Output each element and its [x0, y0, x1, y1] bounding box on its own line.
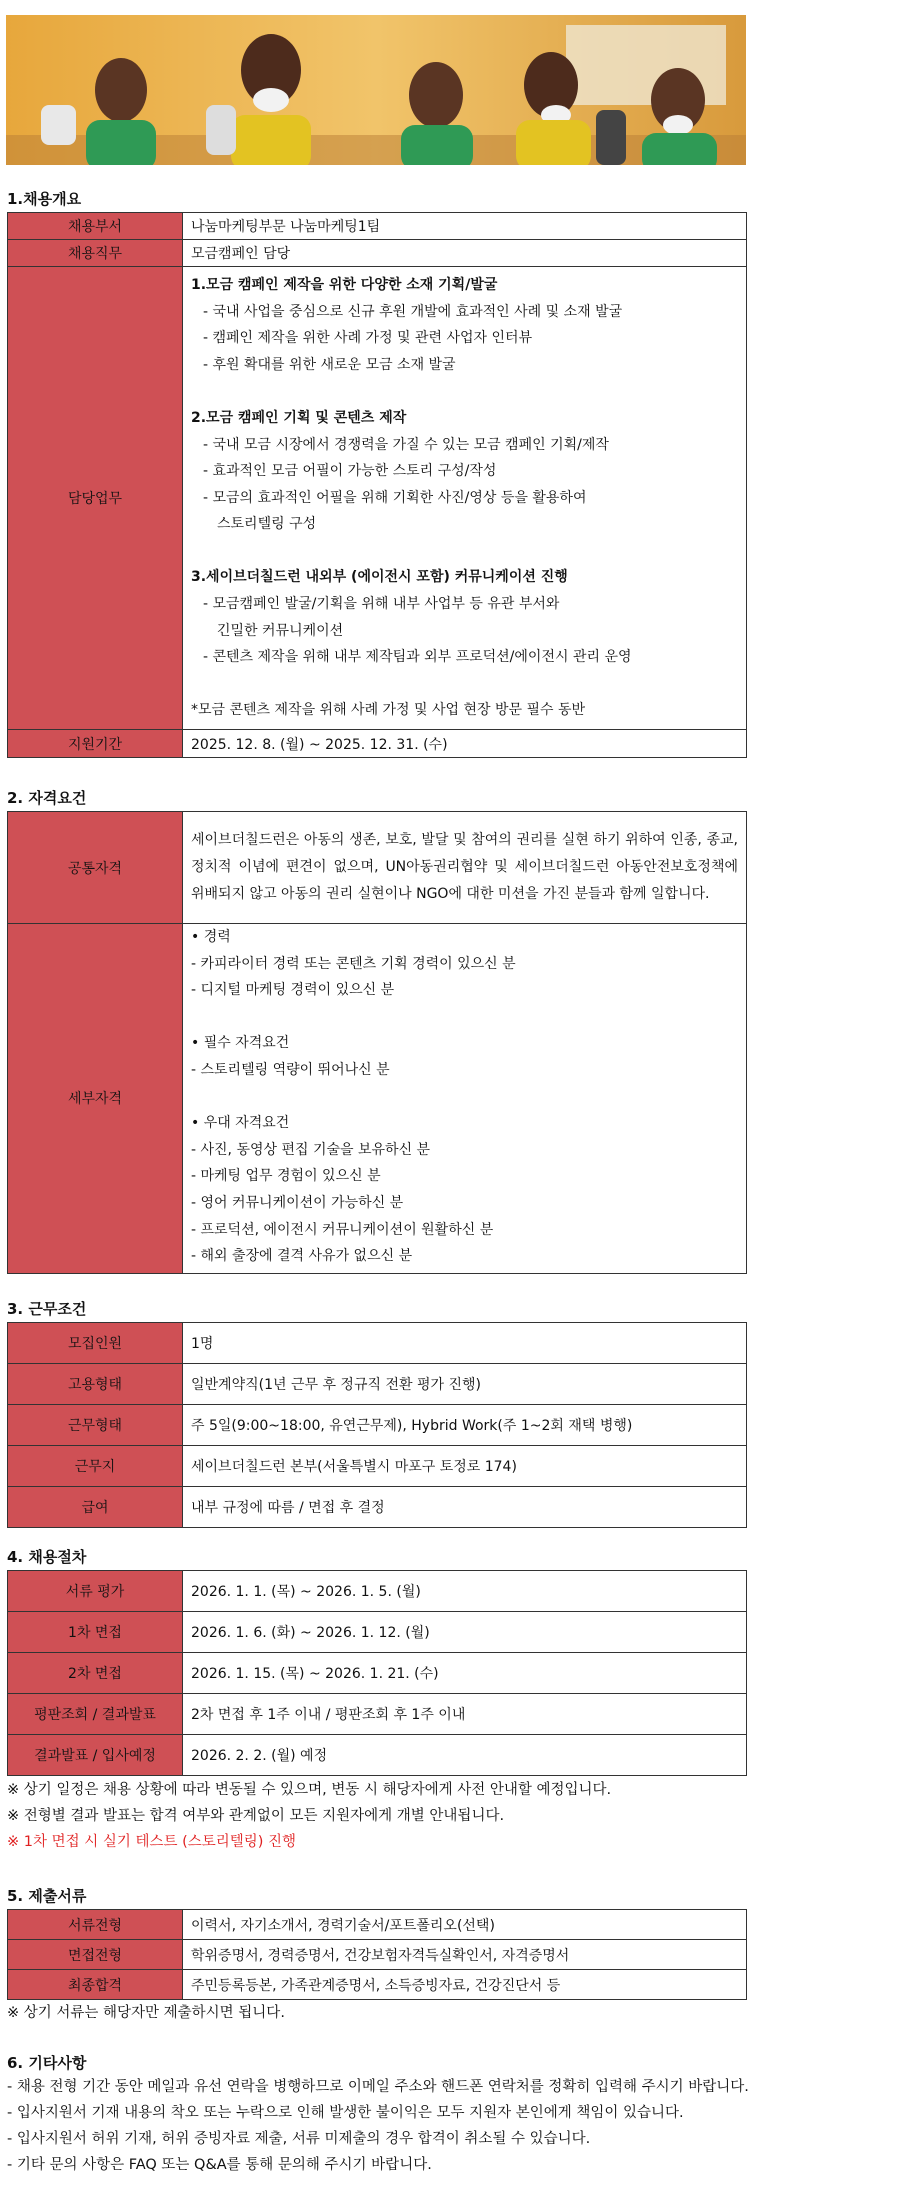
row-value: 2026. 1. 1. (목) ~ 2026. 1. 5. (월) [183, 1571, 747, 1612]
schedule-note: ※ 전형별 결과 발표는 합격 여부와 관계없이 모든 지원자에게 개별 안내됩니다. [7, 1808, 505, 1824]
row-label: 고용형태 [8, 1364, 183, 1405]
row-value: 1명 [183, 1323, 747, 1364]
common-qualification-text [183, 812, 747, 924]
row-value: 모금캠페인 담당 [183, 240, 747, 267]
table-row [8, 730, 747, 758]
common-text: 세이브더칠드런은 아동의 생존, 보호, 발달 및 참여의 권리를 실현 하기 위하여 인종, 종교, 정치적 이념에 편견이 없으며, UN아동권리협약 및 세이브더칠드런 아동안전보호정책에 위배되지 않고 아동의 권리 실현이나 NGO에 대한 미션을 가진 분들과 함께 일합니다. [191, 832, 738, 902]
schedule-note: ※ 상기 일정은 채용 상황에 따라 변동될 수 있으며, 변동 시 해당자에게 사전 안내할 예정입니다. [7, 1782, 612, 1798]
row-label: 결과발표 / 입사예정 [8, 1735, 183, 1776]
row-label: 근무지 [8, 1446, 183, 1487]
table-row [8, 1940, 747, 1970]
detail-item: - 마케팅 업무 경험이 있으신 분 [191, 1168, 381, 1185]
row-value: 일반계약직(1년 근무 후 정규직 전환 평가 진행) [183, 1364, 747, 1405]
table-row [8, 924, 747, 1274]
row-value: 2026. 1. 6. (화) ~ 2026. 1. 12. (월) [183, 1612, 747, 1653]
row-value: 2차 면접 후 1주 이내 / 평판조회 후 1주 이내 [183, 1694, 747, 1735]
row-label: 서류 평가 [8, 1571, 183, 1612]
row-label: 모집인원 [8, 1323, 183, 1364]
row-label: 채용부서 [8, 213, 183, 240]
misc-item: - 입사지원서 허위 기재, 허위 증빙자료 제출, 서류 미제출의 경우 합격이 취소될 수 있습니다. [7, 2131, 591, 2147]
process-table [7, 1570, 747, 1776]
misc-item: - 기타 문의 사항은 FAQ 또는 Q&A를 통해 문의해 주시기 바랍니다. [7, 2157, 432, 2173]
table-row [8, 1405, 747, 1446]
section-title-process: 4. 채용절차 [7, 1548, 87, 1566]
table-row [8, 1612, 747, 1653]
duty-item: - 모금캠페인 발굴/기획을 위해 내부 사업부 등 유관 부서와 [203, 596, 560, 613]
misc-item: - 입사지원서 기재 내용의 착오 또는 누락으로 인해 발생한 불이익은 모두 지원자 본인에게 책임이 있습니다. [7, 2105, 684, 2121]
detail-item: - 디지털 마케팅 경력이 있으신 분 [191, 982, 395, 999]
row-label: 근무형태 [8, 1405, 183, 1446]
table-row [8, 1571, 747, 1612]
row-label: 2차 면접 [8, 1653, 183, 1694]
duty-item: - 모금의 효과적인 어필을 위해 기획한 사진/영상 등을 활용하여 [203, 489, 587, 506]
row-value: 세이브더칠드런 본부(서울특별시 마포구 토정로 174) [183, 1446, 747, 1487]
row-label: 지원기간 [8, 730, 183, 758]
qualifications-table [7, 811, 747, 1274]
section-title-documents: 5. 제출서류 [7, 1887, 87, 1905]
section-title-misc: 6. 기타사항 [7, 2054, 87, 2072]
detail-item: - 해외 출장에 결격 사유가 없으신 분 [191, 1248, 413, 1265]
spacer [191, 1004, 738, 1031]
table-row [8, 1694, 747, 1735]
row-label: 1차 면접 [8, 1612, 183, 1653]
duty-item: - 효과적인 모금 어필이 가능한 스토리 구성/작성 [203, 463, 497, 480]
section-title-qualifications: 2. 자격요건 [7, 789, 87, 807]
duty-item: 긴밀한 커뮤니케이션 [217, 622, 344, 639]
hero-image [6, 15, 746, 165]
detail-item: - 카피라이터 경력 또는 콘텐츠 기획 경력이 있으신 분 [191, 955, 516, 972]
row-label: 세부자격 [8, 924, 183, 1274]
row-value: 나눔마케팅부문 나눔마케팅1팀 [183, 213, 747, 240]
duty-item: - 후원 확대를 위한 새로운 모금 소재 발굴 [203, 356, 456, 373]
row-value: 2026. 2. 2. (월) 예정 [183, 1735, 747, 1776]
table-row [8, 1446, 747, 1487]
duty-item: - 국내 사업을 중심으로 신규 후원 개발에 효과적인 사례 및 소재 발굴 [203, 303, 623, 320]
table-row [8, 1970, 747, 2000]
conditions-table [7, 1322, 747, 1528]
row-value: 주민등록등본, 가족관계증명서, 소득증빙자료, 건강진단서 등 [183, 1970, 747, 2000]
duty-item: 스토리텔링 구성 [217, 516, 317, 533]
spacer [191, 671, 738, 698]
detail-heading: • 우대 자격요건 [191, 1115, 290, 1132]
section-title-overview: 1.채용개요 [7, 190, 82, 208]
row-value: 2025. 12. 8. (월) ~ 2025. 12. 31. (수) [183, 730, 747, 758]
detail-item: - 사진, 동영상 편집 기술을 보유하신 분 [191, 1141, 431, 1158]
duty-heading: 3.세이브더칠드런 내외부 (에이전시 포함) 커뮤니케이션 진행 [191, 569, 568, 586]
duty-list [183, 267, 747, 730]
spacer [191, 1084, 738, 1111]
row-label: 급여 [8, 1487, 183, 1528]
detail-item: - 프로덕션, 에이전시 커뮤니케이션이 원활하신 분 [191, 1221, 494, 1238]
row-label: 평판조회 / 결과발표 [8, 1694, 183, 1735]
row-label: 담당업무 [8, 267, 183, 730]
detail-item: - 스토리텔링 역량이 뛰어나신 분 [191, 1061, 390, 1078]
row-label: 면접전형 [8, 1940, 183, 1970]
hero-illustration [6, 15, 746, 165]
table-row [8, 267, 747, 730]
table-row [8, 1487, 747, 1528]
section-title-conditions: 3. 근무조건 [7, 1300, 87, 1318]
duty-item: - 콘텐츠 제작을 위해 내부 제작팀과 외부 프로덕션/에이전시 관리 운영 [203, 649, 632, 666]
detail-item: - 영어 커뮤니케이션이 가능하신 분 [191, 1194, 404, 1211]
detail-list [183, 924, 747, 1274]
row-value: 2026. 1. 15. (목) ~ 2026. 1. 21. (수) [183, 1653, 747, 1694]
duty-item: - 캠페인 제작을 위한 사례 가정 및 관련 사업자 인터뷰 [203, 330, 533, 347]
row-label: 공통자격 [8, 812, 183, 924]
table-row [8, 1735, 747, 1776]
practical-test-note: ※ 1차 면접 시 실기 테스트 (스토리텔링) 진행 [7, 1834, 297, 1850]
table-row [8, 213, 747, 240]
row-value: 학위증명서, 경력증명서, 건강보험자격득실확인서, 자격증명서 [183, 1940, 747, 1970]
spacer [191, 538, 738, 565]
table-row [8, 1364, 747, 1405]
detail-heading: • 경력 [191, 929, 231, 945]
documents-table [7, 1909, 747, 2000]
detail-heading: • 필수 자격요건 [191, 1035, 290, 1052]
duty-heading: 2.모금 캠페인 기획 및 콘텐츠 제작 [191, 409, 407, 426]
misc-item: - 채용 전형 기간 동안 메일과 유선 연락을 병행하므로 이메일 주소와 핸드폰 연락처를 정확히 입력해 주시기 바랍니다. [7, 2079, 749, 2095]
table-row [8, 812, 747, 924]
duty-item: - 국내 모금 시장에서 경쟁력을 가질 수 있는 모금 캠페인 기획/제작 [203, 436, 609, 453]
documents-note: ※ 상기 서류는 해당자만 제출하시면 됩니다. [7, 2005, 285, 2021]
row-label: 최종합격 [8, 1970, 183, 2000]
table-row [8, 240, 747, 267]
table-row [8, 1323, 747, 1364]
row-label: 채용직무 [8, 240, 183, 267]
row-label: 서류전형 [8, 1910, 183, 1940]
row-value: 이력서, 자기소개서, 경력기술서/포트폴리오(선택) [183, 1910, 747, 1940]
spacer [191, 378, 738, 405]
table-row [8, 1653, 747, 1694]
row-value: 내부 규정에 따름 / 면접 후 결정 [183, 1487, 747, 1528]
overview-table [7, 212, 747, 758]
duty-heading: 1.모금 캠페인 제작을 위한 다양한 소재 기획/발굴 [191, 276, 498, 293]
row-value: 주 5일(9:00~18:00, 유연근무제), Hybrid Work(주 1~2회 재택 병행) [183, 1405, 747, 1446]
duty-note: *모금 콘텐츠 제작을 위해 사례 가정 및 사업 현장 방문 필수 동반 [191, 702, 586, 719]
table-row [8, 1910, 747, 1940]
